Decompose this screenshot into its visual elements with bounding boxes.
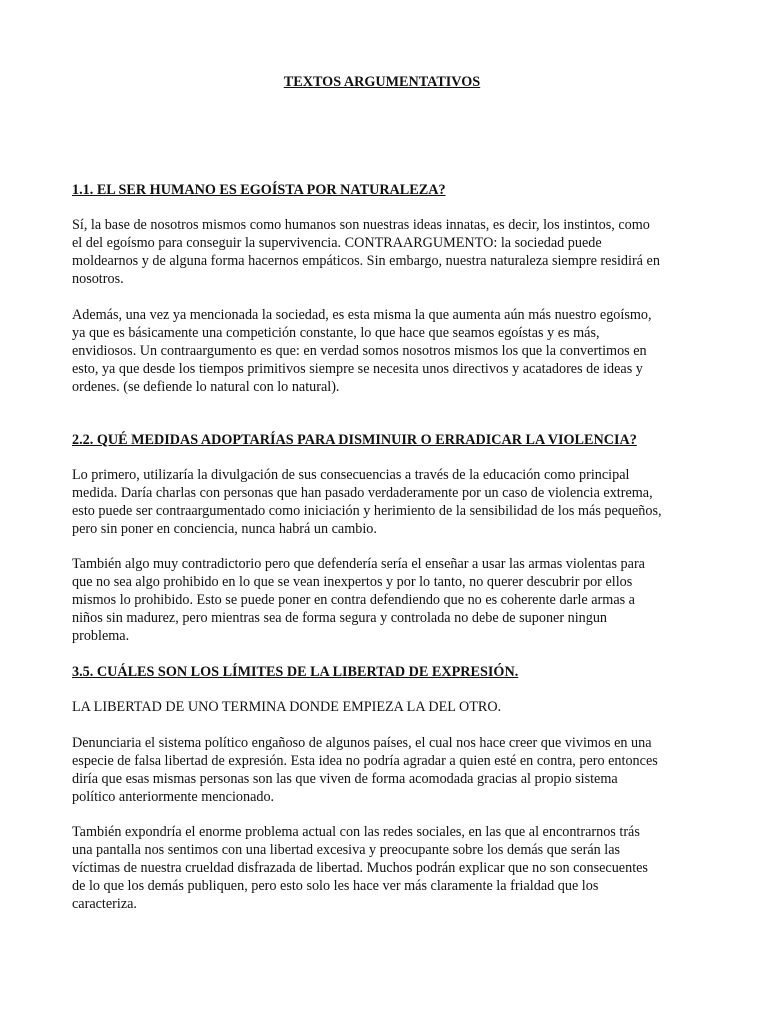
text-line: especie de falsa libertad de expresión. Esta idea no podría agradar a quien esté en contra, pero entonces bbox=[72, 753, 658, 769]
text-line: diría que esas mismas personas son las que viven de forma acomodada gracias al propio sistema bbox=[72, 771, 618, 787]
section-1-paragraph-1 bbox=[72, 216, 702, 288]
text-line: esto puede ser contraargumentado como iniciación y herimiento de la sensibilidad de los más pequeños, bbox=[72, 503, 662, 519]
text-line: Lo primero, utilizaría la divulgación de sus consecuencias a través de la educación como principal bbox=[72, 467, 630, 483]
text-line: niños sin madurez, pero mientras sea de forma segura y controlada no debe de suponer ningun bbox=[72, 610, 608, 626]
text-line: ya que es básicamente una competición constante, lo que hace que seamos egoístas y es más, bbox=[72, 325, 600, 341]
section-3-paragraph-3 bbox=[72, 823, 702, 913]
text-line: Además, una vez ya mencionada la sociedad, es esta misma la que aumenta aún más nuestro egoísmo, bbox=[72, 307, 652, 323]
section-1-paragraph-2 bbox=[72, 306, 702, 396]
text-line: LA LIBERTAD DE UNO TERMINA DONDE EMPIEZA LA DEL OTRO. bbox=[72, 699, 502, 715]
text-line: nosotros. bbox=[72, 271, 124, 287]
text-line: pero sin poner en conciencia, nunca habrá un cambio. bbox=[72, 521, 377, 537]
text-line: el del egoísmo para conseguir la supervivencia. CONTRAARGUMENTO: la sociedad puede bbox=[72, 235, 602, 251]
text-line: También expondría el enorme problema actual con las redes sociales, en las que al encontrarnos trás bbox=[72, 824, 640, 840]
section-2-paragraph-2 bbox=[72, 555, 702, 645]
text-line: problema. bbox=[72, 628, 130, 644]
text-line: que no sea algo prohibido en lo que se vean inexpertos y por lo tanto, no querer descubrir por ellos bbox=[72, 574, 633, 590]
document-title: TEXTOS ARGUMENTATIVOS bbox=[283, 74, 481, 90]
text-line: ordenes. (se defiende lo natural con lo natural). bbox=[72, 379, 340, 395]
text-line: político anteriormente mencionado. bbox=[72, 789, 275, 805]
section-3-paragraph-2 bbox=[72, 734, 702, 806]
text-line: Sí, la base de nosotros mismos como humanos son nuestras ideas innatas, es decir, los instintos, como bbox=[72, 217, 650, 233]
section-heading-1: 1.1. EL SER HUMANO ES EGOÍSTA POR NATURALEZA? bbox=[72, 182, 446, 198]
section-3-paragraph-1 bbox=[72, 698, 702, 716]
text-line: esto, ya que desde los tiempos primitivos siempre se necesita unos directivos y acatadores de ideas y bbox=[72, 361, 643, 377]
text-line: víctimas de nuestra crueldad disfrazada de libertad. Muchos podrán explicar que no son consecuentes bbox=[72, 860, 648, 876]
text-line: una pantalla nos sentimos con una libertad excesiva y preocupante sobre los demás que serán las bbox=[72, 842, 621, 858]
text-line: mismos lo prohibido. Esto se puede poner en contra defendiendo que no es coherente darle armas a bbox=[72, 592, 635, 608]
text-line: moldearnos y de alguna forma hacernos empáticos. Sin embargo, nuestra naturaleza siempre residirá en bbox=[72, 253, 660, 269]
text-line: envidiosos. Un contraargumento es que: en verdad somos nosotros mismos los que la convertimos en bbox=[72, 343, 647, 359]
text-line: de lo que los demás publiquen, pero esto solo les hace ver más claramente la frialdad que los bbox=[72, 878, 599, 894]
section-heading-3: 3.5. CUÁLES SON LOS LÍMITES DE LA LIBERTAD DE EXPRESIÓN. bbox=[72, 664, 519, 680]
text-line: Denunciaria el sistema político engañoso de algunos países, el cual nos hace creer que vivimos en una bbox=[72, 735, 652, 751]
text-line: medida. Daría charlas con personas que han pasado verdaderamente por un caso de violencia extrema, bbox=[72, 485, 653, 501]
section-heading-2: 2.2. QUÉ MEDIDAS ADOPTARÍAS PARA DISMINUIR O ERRADICAR LA VIOLENCIA? bbox=[72, 432, 637, 448]
section-2-paragraph-1 bbox=[72, 466, 702, 538]
text-line: También algo muy contradictorio pero que defendería sería el enseñar a usar las armas violentas para bbox=[72, 556, 645, 572]
text-line: caracteriza. bbox=[72, 896, 137, 912]
